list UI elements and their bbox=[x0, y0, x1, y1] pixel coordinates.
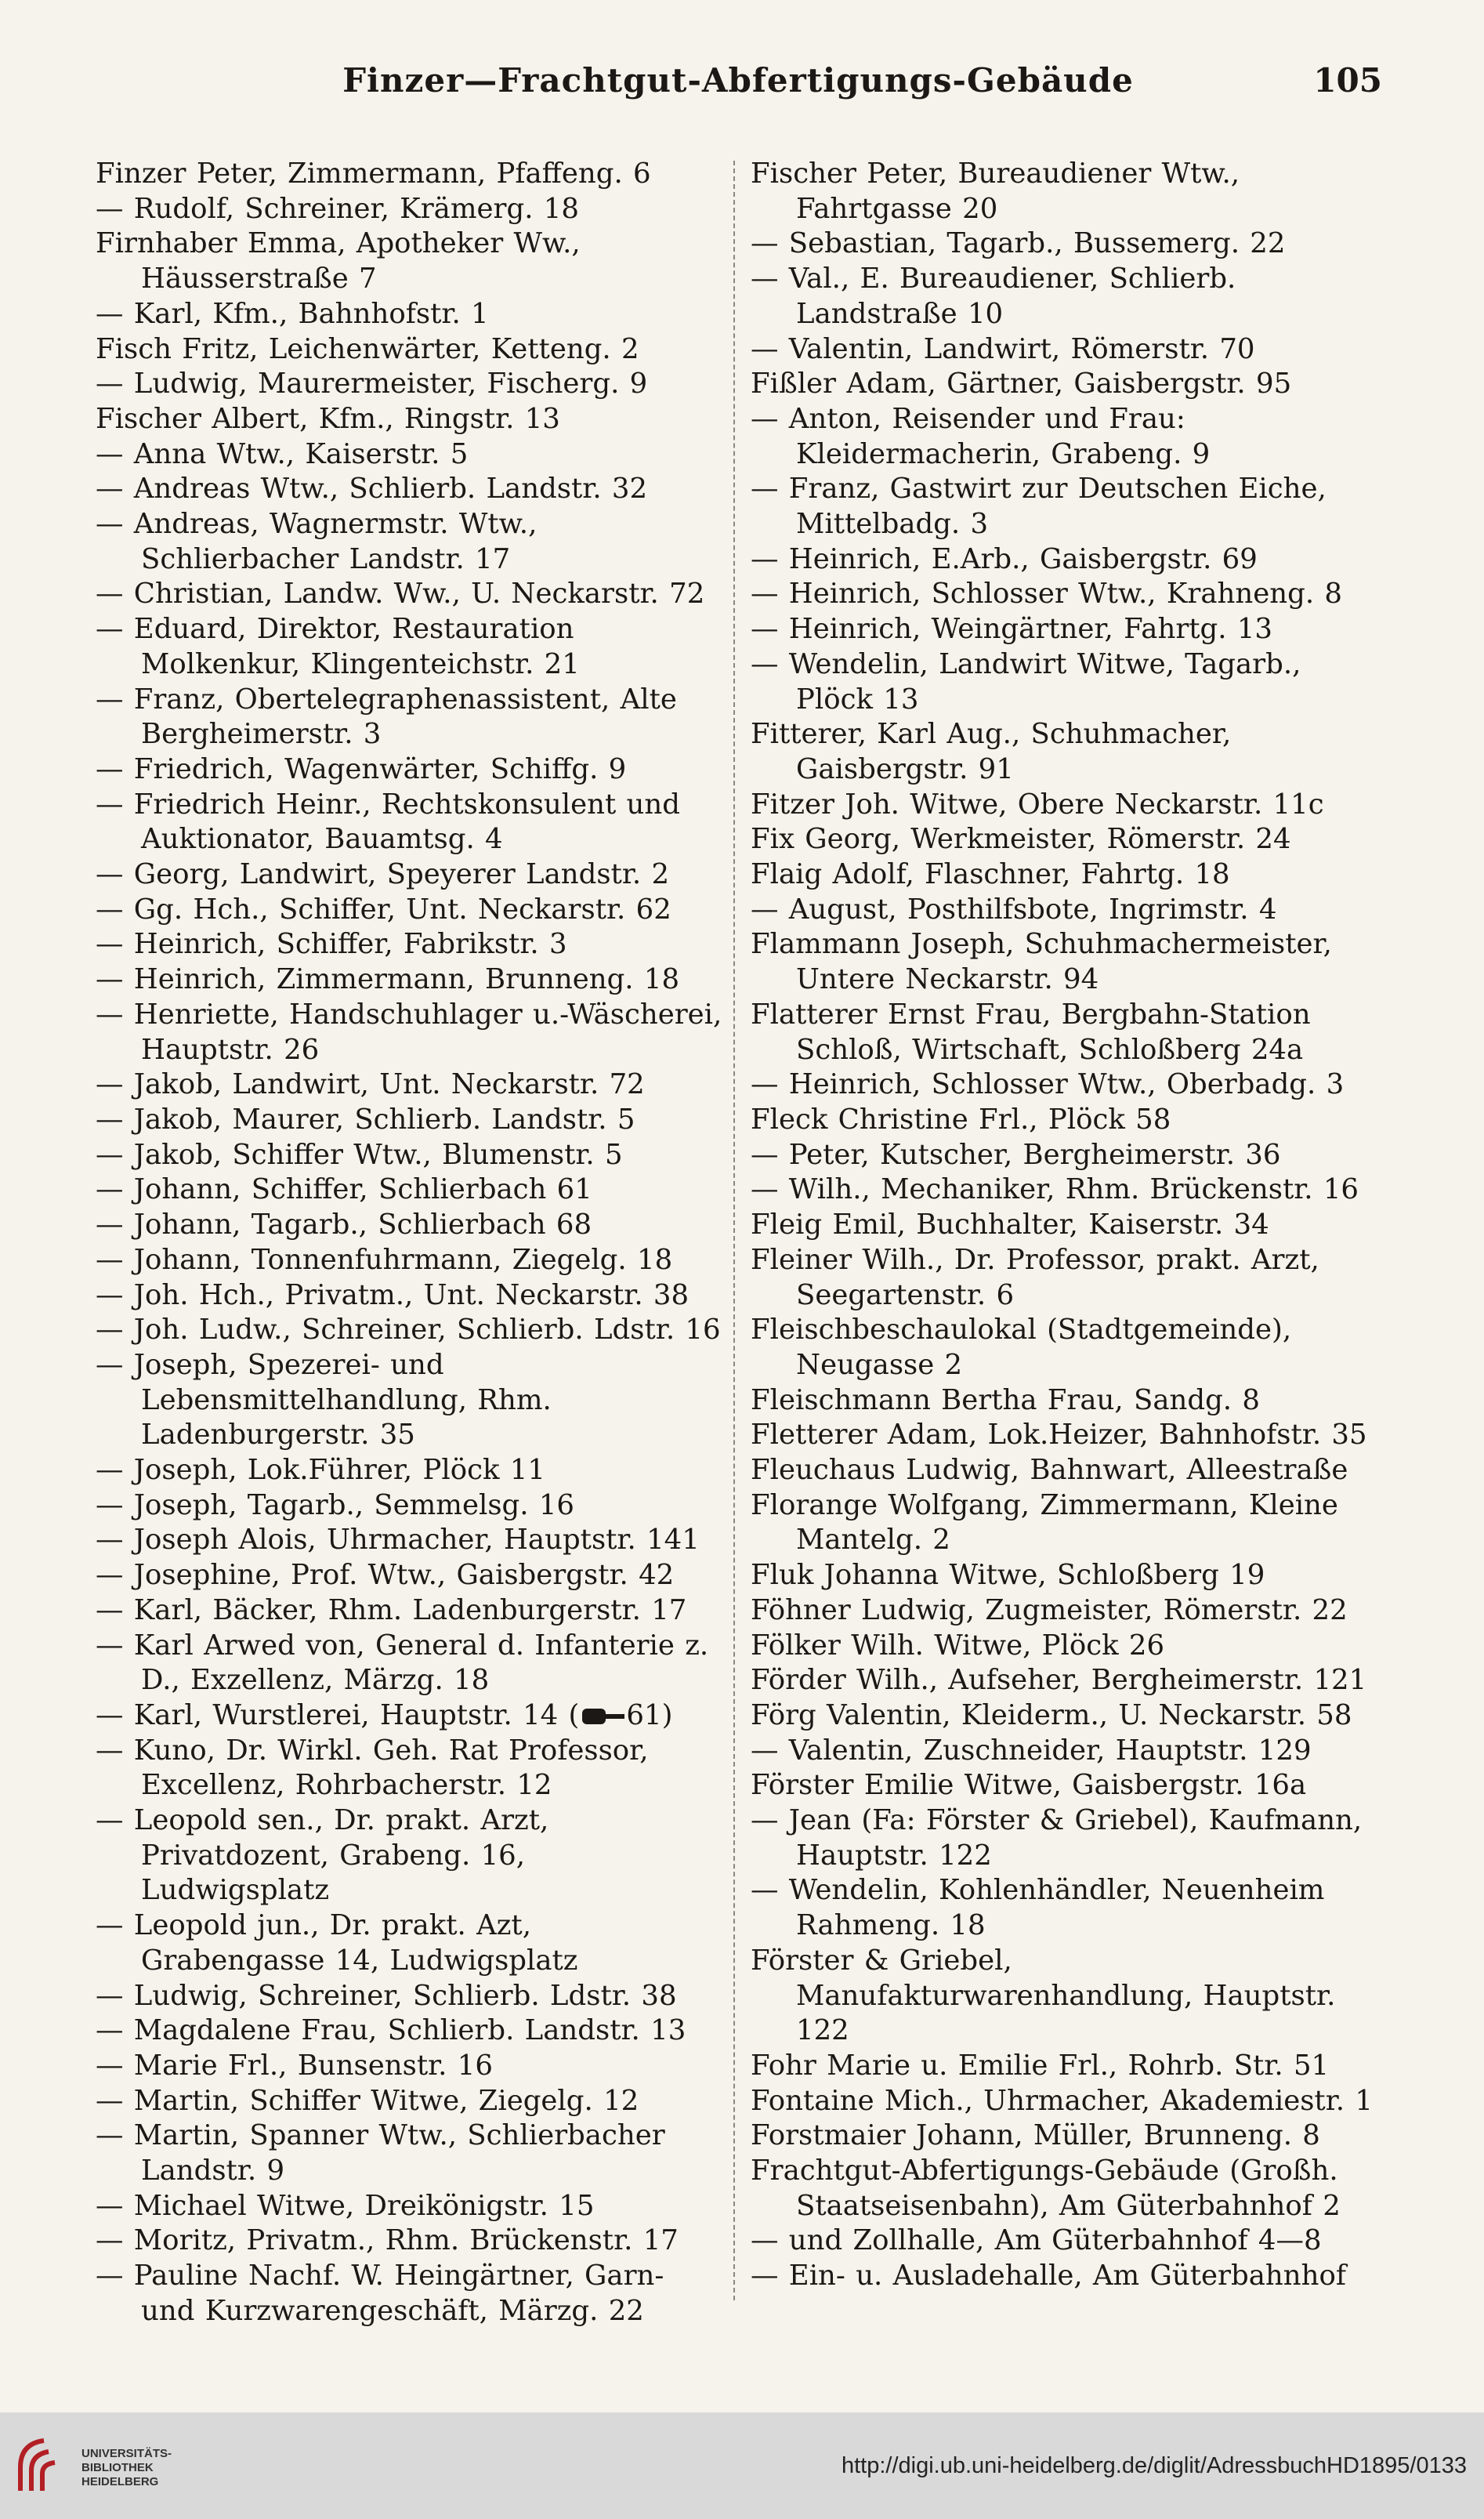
directory-entry: — Moritz, Privatm., Rhm. Brückenstr. 17 bbox=[96, 2224, 679, 2257]
directory-entry: — Wendelin, Landwirt Witwe, Tagarb., Plöck 13 bbox=[751, 647, 1301, 716]
directory-entry: — Wilh., Mechaniker, Rhm. Brückenstr. 16 bbox=[751, 1173, 1359, 1206]
directory-entry: — Anton, Reisender und Frau: Kleidermacherin, Grabeng. 9 bbox=[751, 402, 1211, 470]
directory-entry: Forstmaier Johann, Müller, Brunneng. 8 bbox=[751, 2119, 1320, 2152]
directory-entry: Florange Wolfgang, Zimmermann, Kleine Mantelg. 2 bbox=[751, 1488, 1338, 1557]
directory-entry: — Heinrich, Zimmermann, Brunneng. 18 bbox=[96, 963, 680, 996]
directory-entry: Föhner Ludwig, Zugmeister, Römerstr. 22 bbox=[751, 1593, 1348, 1626]
source-url[interactable]: http://digi.ub.uni-heidelberg.de/diglit/AdressbuchHD1895/0133 bbox=[841, 2453, 1467, 2478]
directory-entry: — Johann, Tagarb., Schlierbach 68 bbox=[96, 1209, 592, 1241]
directory-entry: Fix Georg, Werkmeister, Römerstr. 24 bbox=[751, 823, 1291, 856]
directory-entry: — August, Posthilfsbote, Ingrimstr. 4 bbox=[751, 893, 1277, 926]
directory-entry: Fleiner Wilh., Dr. Professor, prakt. Arzt, Seegartenstr. 6 bbox=[751, 1243, 1319, 1311]
directory-entry: Förster Emilie Witwe, Gaisbergstr. 16a bbox=[751, 1769, 1307, 1802]
library-logo-text: UNIVERSITÄTS- BIBLIOTHEK HEIDELBERG bbox=[81, 2447, 172, 2488]
directory-entry: Flatterer Ernst Frau, Bergbahn-Station Schloß, Wirtschaft, Schloßberg 24a bbox=[751, 998, 1311, 1066]
directory-entry: Fleig Emil, Buchhalter, Kaiserstr. 34 bbox=[751, 1209, 1269, 1241]
directory-entry: — Jakob, Landwirt, Unt. Neckarstr. 72 bbox=[96, 1068, 645, 1101]
directory-entry: — Anna Wtw., Kaiserstr. 5 bbox=[96, 437, 469, 470]
directory-entry: — Eduard, Direktor, Restauration Molkenkur, Klingenteichstr. 21 bbox=[96, 613, 580, 680]
directory-entry: — Henriette, Handschuhlager u.-Wäscherei, Hauptstr. 26 bbox=[96, 998, 722, 1066]
running-title: Finzer—Frachtgut-Abfertigungs-Gebäude bbox=[342, 61, 1134, 100]
directory-entry: — Pauline Nachf. W. Heingärtner, Garn- und Kurzwarengeschäft, Märzg. 22 bbox=[96, 2260, 664, 2327]
directory-entry: — Joh. Ludw., Schreiner, Schlierb. Ldstr. 16 bbox=[96, 1314, 721, 1346]
page-header bbox=[94, 61, 1382, 116]
directory-entry: — Martin, Schiffer Witwe, Ziegelg. 12 bbox=[96, 2084, 639, 2117]
directory-entry: — Joseph, Spezerei- und Lebensmittelhandlung, Rhm. Ladenburgerstr. 35 bbox=[96, 1348, 552, 1452]
right-column bbox=[751, 157, 1385, 2294]
directory-entry: — Karl, Bäcker, Rhm. Ladenburgerstr. 17 bbox=[96, 1593, 687, 1626]
directory-entry: — Michael Witwe, Dreikönigstr. 15 bbox=[96, 2189, 595, 2222]
directory-entry: — Franz, Gastwirt zur Deutschen Eiche, Mittelbadg. 3 bbox=[751, 473, 1327, 541]
directory-entry: — Rudolf, Schreiner, Krämerg. 18 bbox=[96, 192, 579, 225]
directory-entry: — und Zollhalle, Am Güterbahnhof 4—8 bbox=[751, 2224, 1322, 2257]
left-column bbox=[96, 157, 722, 2329]
directory-entry: Fisch Fritz, Leichenwärter, Ketteng. 2 bbox=[96, 332, 639, 365]
directory-entry: — Johann, Tonnenfuhrmann, Ziegelg. 18 bbox=[96, 1243, 673, 1276]
directory-entry: — Joseph, Lok.Führer, Plöck 11 bbox=[96, 1454, 545, 1487]
directory-entry: Fischer Peter, Bureaudiener Wtw., Fahrtgasse 20 bbox=[751, 158, 1240, 225]
directory-entry: Flaig Adolf, Flaschner, Fahrtg. 18 bbox=[751, 858, 1230, 891]
directory-entry: Fluk Johanna Witwe, Schloßberg 19 bbox=[751, 1559, 1265, 1592]
directory-entry: Fitzer Joh. Witwe, Obere Neckarstr. 11c bbox=[751, 788, 1324, 821]
directory-entry: — Heinrich, E.Arb., Gaisbergstr. 69 bbox=[751, 542, 1258, 575]
directory-entry: — Sebastian, Tagarb., Bussemerg. 22 bbox=[751, 227, 1286, 260]
directory-entry: — Kuno, Dr. Wirkl. Geh. Rat Professor, Excellenz, Rohrbacherstr. 12 bbox=[96, 1734, 649, 1802]
directory-entry: Förder Wilh., Aufseher, Bergheimerstr. 121 bbox=[751, 1664, 1367, 1697]
directory-entry: — Josephine, Prof. Wtw., Gaisbergstr. 42 bbox=[96, 1559, 675, 1592]
directory-entry: Flammann Joseph, Schuhmachermeister, Untere Neckarstr. 94 bbox=[751, 928, 1332, 996]
directory-entry: Finzer Peter, Zimmermann, Pfaffeng. 6 bbox=[96, 158, 651, 190]
directory-entry: — Heinrich, Weingärtner, Fahrtg. 13 bbox=[751, 613, 1273, 646]
directory-entry: Fißler Adam, Gärtner, Gaisbergstr. 95 bbox=[751, 368, 1292, 401]
directory-entry: — Jakob, Schiffer Wtw., Blumenstr. 5 bbox=[96, 1138, 623, 1171]
directory-entry: — Johann, Schiffer, Schlierbach 61 bbox=[96, 1173, 592, 1206]
directory-entry: — Friedrich Heinr., Rechtskonsulent und Auktionator, Bauamtsg. 4 bbox=[96, 788, 680, 856]
directory-entry: — Joseph, Tagarb., Semmelsg. 16 bbox=[96, 1488, 574, 1521]
directory-entry: Fontaine Mich., Uhrmacher, Akademiestr. 1 bbox=[751, 2084, 1373, 2117]
directory-entry: Fleischbeschaulokal (Stadtgemeinde), Neugasse 2 bbox=[751, 1314, 1292, 1381]
directory-entry: — Marie Frl., Bunsenstr. 16 bbox=[96, 2049, 493, 2082]
column-divider bbox=[733, 161, 735, 2300]
directory-entry: — Karl, Wurstlerei, Hauptstr. 14 ( 61) bbox=[96, 1698, 673, 1731]
library-logo-icon bbox=[14, 2436, 69, 2497]
directory-entry: — Joseph Alois, Uhrmacher, Hauptstr. 141 bbox=[96, 1524, 700, 1557]
directory-entry: — Christian, Landw. Ww., U. Neckarstr. 72 bbox=[96, 578, 705, 611]
directory-entry: — Martin, Spanner Wtw., Schlierbacher Landstr. 9 bbox=[96, 2119, 665, 2187]
directory-entry: — Wendelin, Kohlenhändler, Neuenheim Rahmeng. 18 bbox=[751, 1874, 1325, 1942]
directory-entry: Fohr Marie u. Emilie Frl., Rohrb. Str. 51 bbox=[751, 2049, 1330, 2082]
directory-entry: Frachtgut-Abfertigungs-Gebäude (Großh. Staatseisenbahn), Am Güterbahnhof 2 bbox=[751, 2155, 1341, 2222]
directory-entry: Firnhaber Emma, Apotheker Ww., Häusserstraße 7 bbox=[96, 227, 581, 295]
directory-entry: — Joh. Hch., Privatm., Unt. Neckarstr. 38 bbox=[96, 1278, 690, 1311]
directory-entry: Förg Valentin, Kleiderm., U. Neckarstr. 58 bbox=[751, 1698, 1352, 1731]
directory-entry: — Ein- u. Ausladehalle, Am Güterbahnhof bbox=[751, 2260, 1346, 2292]
directory-entry: — Franz, Obertelegraphenassistent, Alte Bergheimerstr. 3 bbox=[96, 683, 677, 751]
directory-entry: — Andreas, Wagnermstr. Wtw., Schlierbacher Landstr. 17 bbox=[96, 508, 537, 575]
directory-entry: Fölker Wilh. Witwe, Plöck 26 bbox=[751, 1629, 1165, 1662]
directory-entry: — Andreas Wtw., Schlierb. Landstr. 32 bbox=[96, 473, 648, 506]
directory-entry: — Val., E. Bureaudiener, Schlierb. Landstraße 10 bbox=[751, 263, 1236, 330]
directory-entry: — Peter, Kutscher, Bergheimerstr. 36 bbox=[751, 1138, 1281, 1171]
directory-entry: — Leopold jun., Dr. prakt. Azt, Grabengasse 14, Ludwigsplatz bbox=[96, 1909, 578, 1977]
directory-entry: Förster & Griebel, Manufakturwarenhandlung, Hauptstr. 122 bbox=[751, 1944, 1336, 2047]
directory-entry: Fletterer Adam, Lok.Heizer, Bahnhofstr. 35 bbox=[751, 1419, 1367, 1452]
directory-entry: — Valentin, Zuschneider, Hauptstr. 129 bbox=[751, 1734, 1312, 1767]
directory-entry: — Georg, Landwirt, Speyerer Landstr. 2 bbox=[96, 858, 670, 891]
directory-entry: — Heinrich, Schiffer, Fabrikstr. 3 bbox=[96, 928, 567, 961]
directory-entry: Fischer Albert, Kfm., Ringstr. 13 bbox=[96, 402, 560, 435]
directory-entry: — Magdalene Frau, Schlierb. Landstr. 13 bbox=[96, 2014, 686, 2047]
directory-entry: — Leopold sen., Dr. prakt. Arzt, Privatdozent, Grabeng. 16, Ludwigsplatz bbox=[96, 1804, 549, 1907]
directory-entry: — Ludwig, Maurermeister, Fischerg. 9 bbox=[96, 368, 648, 401]
directory-entry: — Karl, Kfm., Bahnhofstr. 1 bbox=[96, 297, 489, 330]
directory-entry: Fleischmann Bertha Frau, Sandg. 8 bbox=[751, 1383, 1260, 1416]
directory-entry: — Karl Arwed von, General d. Infanterie z. D., Exzellenz, Märzg. 18 bbox=[96, 1629, 709, 1697]
directory-entry: Fleuchaus Ludwig, Bahnwart, Alleestraße bbox=[751, 1454, 1348, 1487]
directory-entry: — Valentin, Landwirt, Römerstr. 70 bbox=[751, 332, 1255, 365]
directory-entry: — Jakob, Maurer, Schlierb. Landstr. 5 bbox=[96, 1103, 635, 1136]
directory-entry: — Heinrich, Schlosser Wtw., Krahneng. 8 bbox=[751, 578, 1343, 611]
page-number: 105 bbox=[1313, 61, 1382, 100]
directory-entry: — Ludwig, Schreiner, Schlierb. Ldstr. 38 bbox=[96, 1979, 677, 2012]
telephone-icon bbox=[579, 1706, 626, 1727]
viewer-footer bbox=[0, 2412, 1484, 2519]
phone-number: 61) bbox=[626, 1698, 673, 1731]
directory-entry: Fleck Christine Frl., Plöck 58 bbox=[751, 1103, 1171, 1136]
directory-entry: — Heinrich, Schlosser Wtw., Oberbadg. 3 bbox=[751, 1068, 1345, 1101]
directory-entry: — Jean (Fa: Förster & Griebel), Kaufmann, Hauptstr. 122 bbox=[751, 1804, 1363, 1872]
directory-entry: Fitterer, Karl Aug., Schuhmacher, Gaisbergstr. 91 bbox=[751, 718, 1232, 785]
directory-entry: — Friedrich, Wagenwärter, Schiffg. 9 bbox=[96, 752, 627, 785]
directory-entry: — Gg. Hch., Schiffer, Unt. Neckarstr. 62 bbox=[96, 893, 671, 926]
